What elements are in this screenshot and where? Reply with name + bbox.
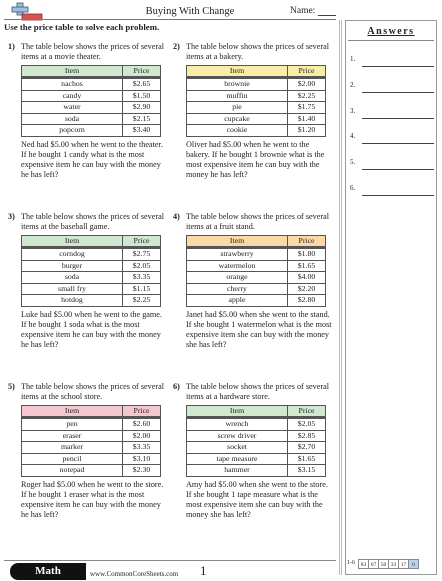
table-row: pie $1.75 xyxy=(187,102,326,114)
score-range-label: 1-6 xyxy=(347,560,355,566)
table-row: popcorn $3.40 xyxy=(22,125,161,137)
score-cell: 0 xyxy=(408,559,419,569)
header-divider xyxy=(4,19,336,20)
price-table xyxy=(186,405,326,477)
answer-field-2[interactable] xyxy=(350,81,436,93)
table-row: cookie $1.20 xyxy=(187,125,326,137)
column-header-item: Item xyxy=(22,406,123,419)
problem-number: 4) xyxy=(173,212,180,221)
column-header-item: Item xyxy=(187,66,288,79)
answer-field-3[interactable] xyxy=(350,107,436,119)
table-row: candy $1.50 xyxy=(22,90,161,102)
table-row: marker $3.35 xyxy=(22,442,161,454)
table-row: water $2.90 xyxy=(22,102,161,114)
score-cell: 67 xyxy=(368,559,379,569)
problem-number: 2) xyxy=(173,42,180,51)
page-title: Buying With Change xyxy=(145,6,235,17)
problem-number: 3) xyxy=(8,212,15,221)
table-row: cupcake $1.40 xyxy=(187,113,326,125)
answer-number: 6. xyxy=(350,184,356,192)
margin-line xyxy=(339,20,340,575)
table-row: tape measure $1.65 xyxy=(187,453,326,465)
instructions: Use the price table to solve each problem. xyxy=(4,22,160,32)
table-row: eraser $2.00 xyxy=(22,430,161,442)
problem-question: Ned had $5.00 when he went to the theater. If he bought 1 candy what is the most expensive item he can buy with the money he has left? xyxy=(21,139,163,179)
table-row: cherry $2.20 xyxy=(187,283,326,295)
problem-6 xyxy=(173,382,333,520)
table-row: pen $2.60 xyxy=(22,419,161,431)
answer-field-1[interactable] xyxy=(350,55,436,67)
page-number: 1 xyxy=(200,563,207,578)
column-header-price: Price xyxy=(288,66,326,79)
column-header-price: Price xyxy=(123,66,161,79)
problem-1 xyxy=(8,42,168,180)
table-row: soda $2.15 xyxy=(22,113,161,125)
answer-number: 2. xyxy=(350,81,356,89)
problem-question: Janet had $5.00 when she went to the stand. If she bought 1 watermelon what is the most expensive item she can buy with the money she has left? xyxy=(186,309,332,349)
column-header-item: Item xyxy=(187,236,288,249)
problem-4 xyxy=(173,212,333,350)
table-row: wrench $2.05 xyxy=(187,419,326,431)
column-header-price: Price xyxy=(288,236,326,249)
table-row: nachos $2.65 xyxy=(22,79,161,91)
table-row: apple $2.80 xyxy=(187,295,326,307)
table-row: hammer $3.15 xyxy=(187,465,326,477)
answer-field-6[interactable] xyxy=(350,184,436,196)
table-row: corndog $2.75 xyxy=(22,249,161,261)
table-row: brownie $2.00 xyxy=(187,79,326,91)
problem-3 xyxy=(8,212,168,350)
price-table xyxy=(21,235,161,307)
score-cell: 50 xyxy=(378,559,389,569)
problem-intro: The table below shows the prices of several items at a movie theater. xyxy=(21,42,165,61)
brand-badge: Math xyxy=(10,563,86,580)
table-row: small fry $1.15 xyxy=(22,283,161,295)
price-table xyxy=(186,65,326,137)
answers-panel xyxy=(345,20,437,575)
table-row: watermelon $1.65 xyxy=(187,260,326,272)
answer-field-4[interactable] xyxy=(350,132,436,144)
problem-number: 5) xyxy=(8,382,15,391)
problem-intro: The table below shows the prices of several items at the baseball game. xyxy=(21,212,165,231)
problem-question: Luke had $5.00 when he went to the game. If he bought 1 soda what is the most expensive item he can buy with the money he has left? xyxy=(21,309,162,349)
score-cell: 83 xyxy=(358,559,369,569)
column-header-item: Item xyxy=(22,66,123,79)
answer-number: 3. xyxy=(350,107,356,115)
column-header-price: Price xyxy=(288,406,326,419)
name-label: Name: xyxy=(290,6,316,16)
score-scale xyxy=(359,559,419,569)
problem-intro: The table below shows the prices of several items at the school store. xyxy=(21,382,165,401)
table-row: muffin $2.25 xyxy=(187,90,326,102)
column-header-item: Item xyxy=(22,236,123,249)
price-table xyxy=(21,405,161,477)
problem-question: Amy had $5.00 when she went to the store. If she bought 1 tape measure what is the most expensive item she can buy with the money she has left? xyxy=(186,479,328,519)
margin-line xyxy=(341,20,342,575)
table-row: strawberry $1.80 xyxy=(187,249,326,261)
problem-number: 1) xyxy=(8,42,15,51)
table-row: socket $2.70 xyxy=(187,442,326,454)
problem-5 xyxy=(8,382,168,520)
answer-number: 4. xyxy=(350,132,356,140)
column-header-item: Item xyxy=(187,406,288,419)
answer-field-5[interactable] xyxy=(350,158,436,170)
column-header-price: Price xyxy=(123,236,161,249)
problem-question: Roger had $5.00 when he went to the store. If he bought 1 eraser what is the most expensive item he can buy with the money he has left? xyxy=(21,479,164,519)
problem-number: 6) xyxy=(173,382,180,391)
price-table xyxy=(21,65,161,137)
answer-number: 1. xyxy=(350,55,356,63)
problem-2 xyxy=(173,42,333,180)
name-field-line[interactable] xyxy=(318,15,336,16)
price-table xyxy=(186,235,326,307)
problem-intro: The table below shows the prices of several items at a fruit stand. xyxy=(186,212,330,231)
site-url: www.CommonCoreSheets.com xyxy=(90,570,179,578)
problem-intro: The table below shows the prices of several items at a hardware store. xyxy=(186,382,330,401)
table-row: hotdog $2.25 xyxy=(22,295,161,307)
answers-title: Answers xyxy=(367,26,415,37)
answers-divider xyxy=(348,40,434,41)
problem-intro: The table below shows the prices of several items at a bakery. xyxy=(186,42,330,61)
footer-divider xyxy=(4,560,336,561)
score-cell: 17 xyxy=(398,559,409,569)
table-row: soda $3.35 xyxy=(22,272,161,284)
table-row: orange $4.00 xyxy=(187,272,326,284)
table-row: pencil $3.10 xyxy=(22,453,161,465)
column-header-price: Price xyxy=(123,406,161,419)
problem-question: Oliver had $5.00 when he went to the bakery. If he bought 1 brownie what is the most expensive item he can buy with the money he has left? xyxy=(186,139,325,179)
answer-number: 5. xyxy=(350,158,356,166)
table-row: burger $2.05 xyxy=(22,260,161,272)
table-row: notepad $2.30 xyxy=(22,465,161,477)
table-row: screw driver $2.85 xyxy=(187,430,326,442)
score-cell: 33 xyxy=(388,559,399,569)
